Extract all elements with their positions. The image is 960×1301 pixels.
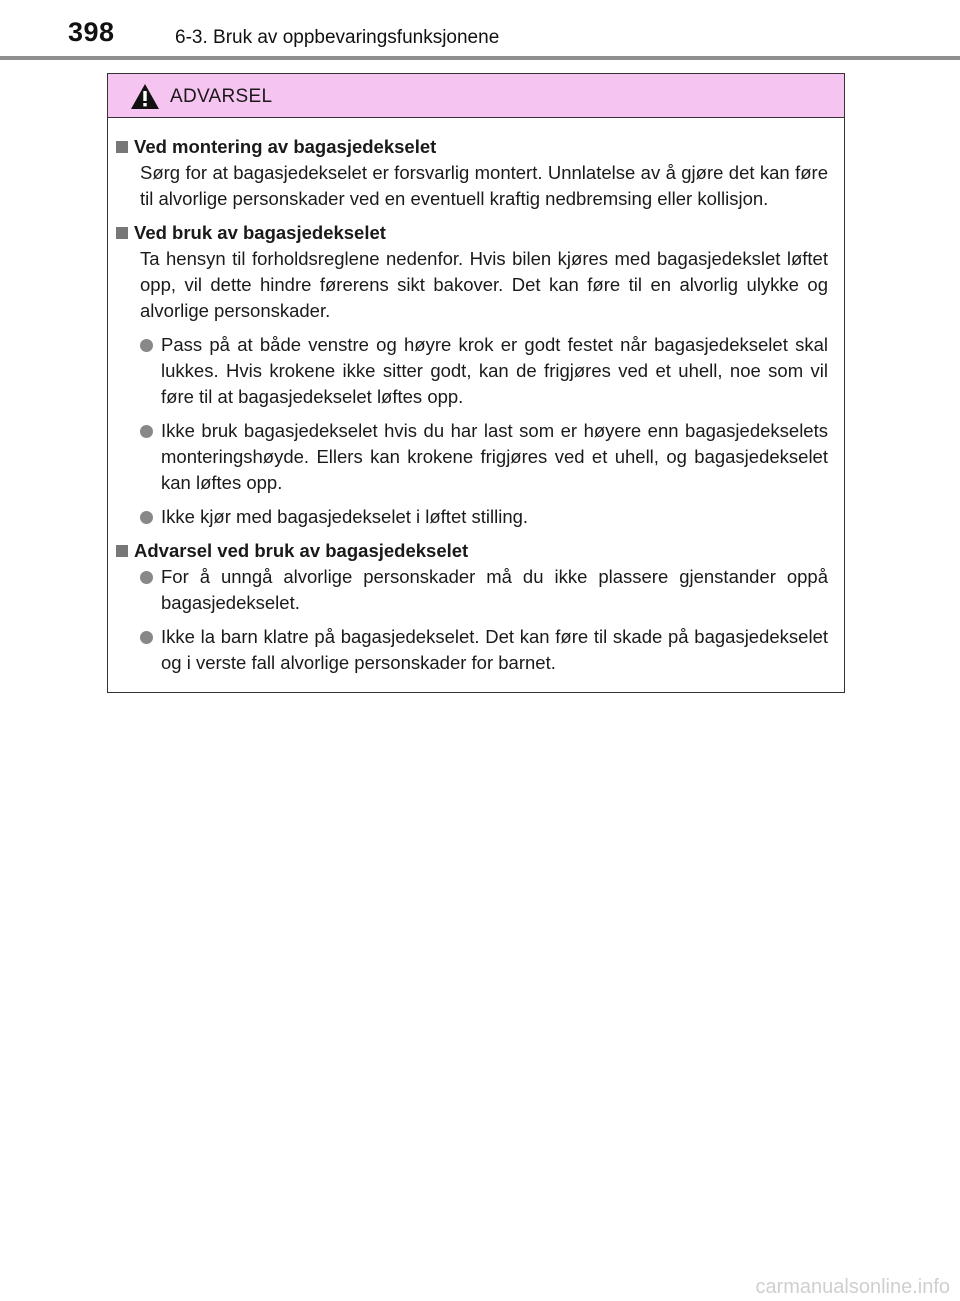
warning-header bbox=[108, 74, 844, 118]
section-paragraph: Ta hensyn til forholdsreglene nedenfor. Hvis bilen kjøres med bagasjedekslet løftet opp, vil dette hindre førerens sikt bakover. Det kan føre til en alvorlig ulykke og alvorlige personskader. bbox=[140, 248, 828, 321]
section-heading bbox=[116, 220, 836, 246]
circle-bullet-icon bbox=[140, 631, 153, 644]
circle-bullet-icon bbox=[140, 425, 153, 438]
list-item bbox=[140, 504, 828, 530]
list-item-text: For å unngå alvorlige personskader må du ikke plassere gjenstander oppå bagasjedekselet. bbox=[161, 566, 828, 613]
warning-title: ADVARSEL bbox=[170, 86, 273, 107]
circle-bullet-icon bbox=[140, 339, 153, 352]
square-bullet-icon bbox=[116, 545, 128, 557]
section-heading bbox=[116, 134, 836, 160]
square-bullet-icon bbox=[116, 141, 128, 153]
warning-triangle-icon bbox=[130, 83, 160, 110]
page-header bbox=[0, 0, 960, 60]
warning-body bbox=[108, 118, 844, 676]
watermark: carmanualsonline.info bbox=[755, 1276, 950, 1298]
section-title: 6-3. Bruk av oppbevaringsfunksjonene bbox=[175, 27, 500, 48]
header-divider bbox=[0, 56, 960, 60]
circle-bullet-icon bbox=[140, 571, 153, 584]
circle-bullet-icon bbox=[140, 511, 153, 524]
list-item bbox=[140, 564, 828, 616]
section-heading-text: Ved bruk av bagasjedekselet bbox=[134, 222, 386, 243]
square-bullet-icon bbox=[116, 227, 128, 239]
list-item-text: Ikke la barn klatre på bagasjedekselet. Det kan føre til skade på bagasjedekselet og i verste fall alvorlige personskader for barnet. bbox=[161, 626, 828, 673]
list-item bbox=[140, 332, 828, 410]
section-paragraph: Sørg for at bagasjedekselet er forsvarlig montert. Unnlatelse av å gjøre det kan føre til alvorlige personskader ved en eventuell kraftig nedbremsing eller kollisjon. bbox=[140, 162, 828, 209]
list-item bbox=[140, 624, 828, 676]
warning-box bbox=[107, 73, 845, 693]
list-item bbox=[140, 418, 828, 496]
section-heading bbox=[116, 538, 836, 564]
section-heading-text: Advarsel ved bruk av bagasjedekselet bbox=[134, 540, 469, 561]
page-number: 398 bbox=[68, 17, 115, 47]
list-item-text: Ikke bruk bagasjedekselet hvis du har last som er høyere enn bagasjedekselets monteringshøyde. Ellers kan krokene frigjøres ved et uhell, og bagasjedekselet kan løftes opp. bbox=[161, 420, 828, 493]
list-item-text: Ikke kjør med bagasjedekselet i løftet stilling. bbox=[161, 506, 529, 527]
section-heading-text: Ved montering av bagasjedekselet bbox=[134, 136, 437, 157]
list-item-text: Pass på at både venstre og høyre krok er godt festet når bagasjedekselet skal lukkes. Hvis krokene ikke sitter godt, kan de frigjøres ved et uhell, noe som vil føre til at bagasjedekselet løftes opp. bbox=[161, 334, 828, 407]
